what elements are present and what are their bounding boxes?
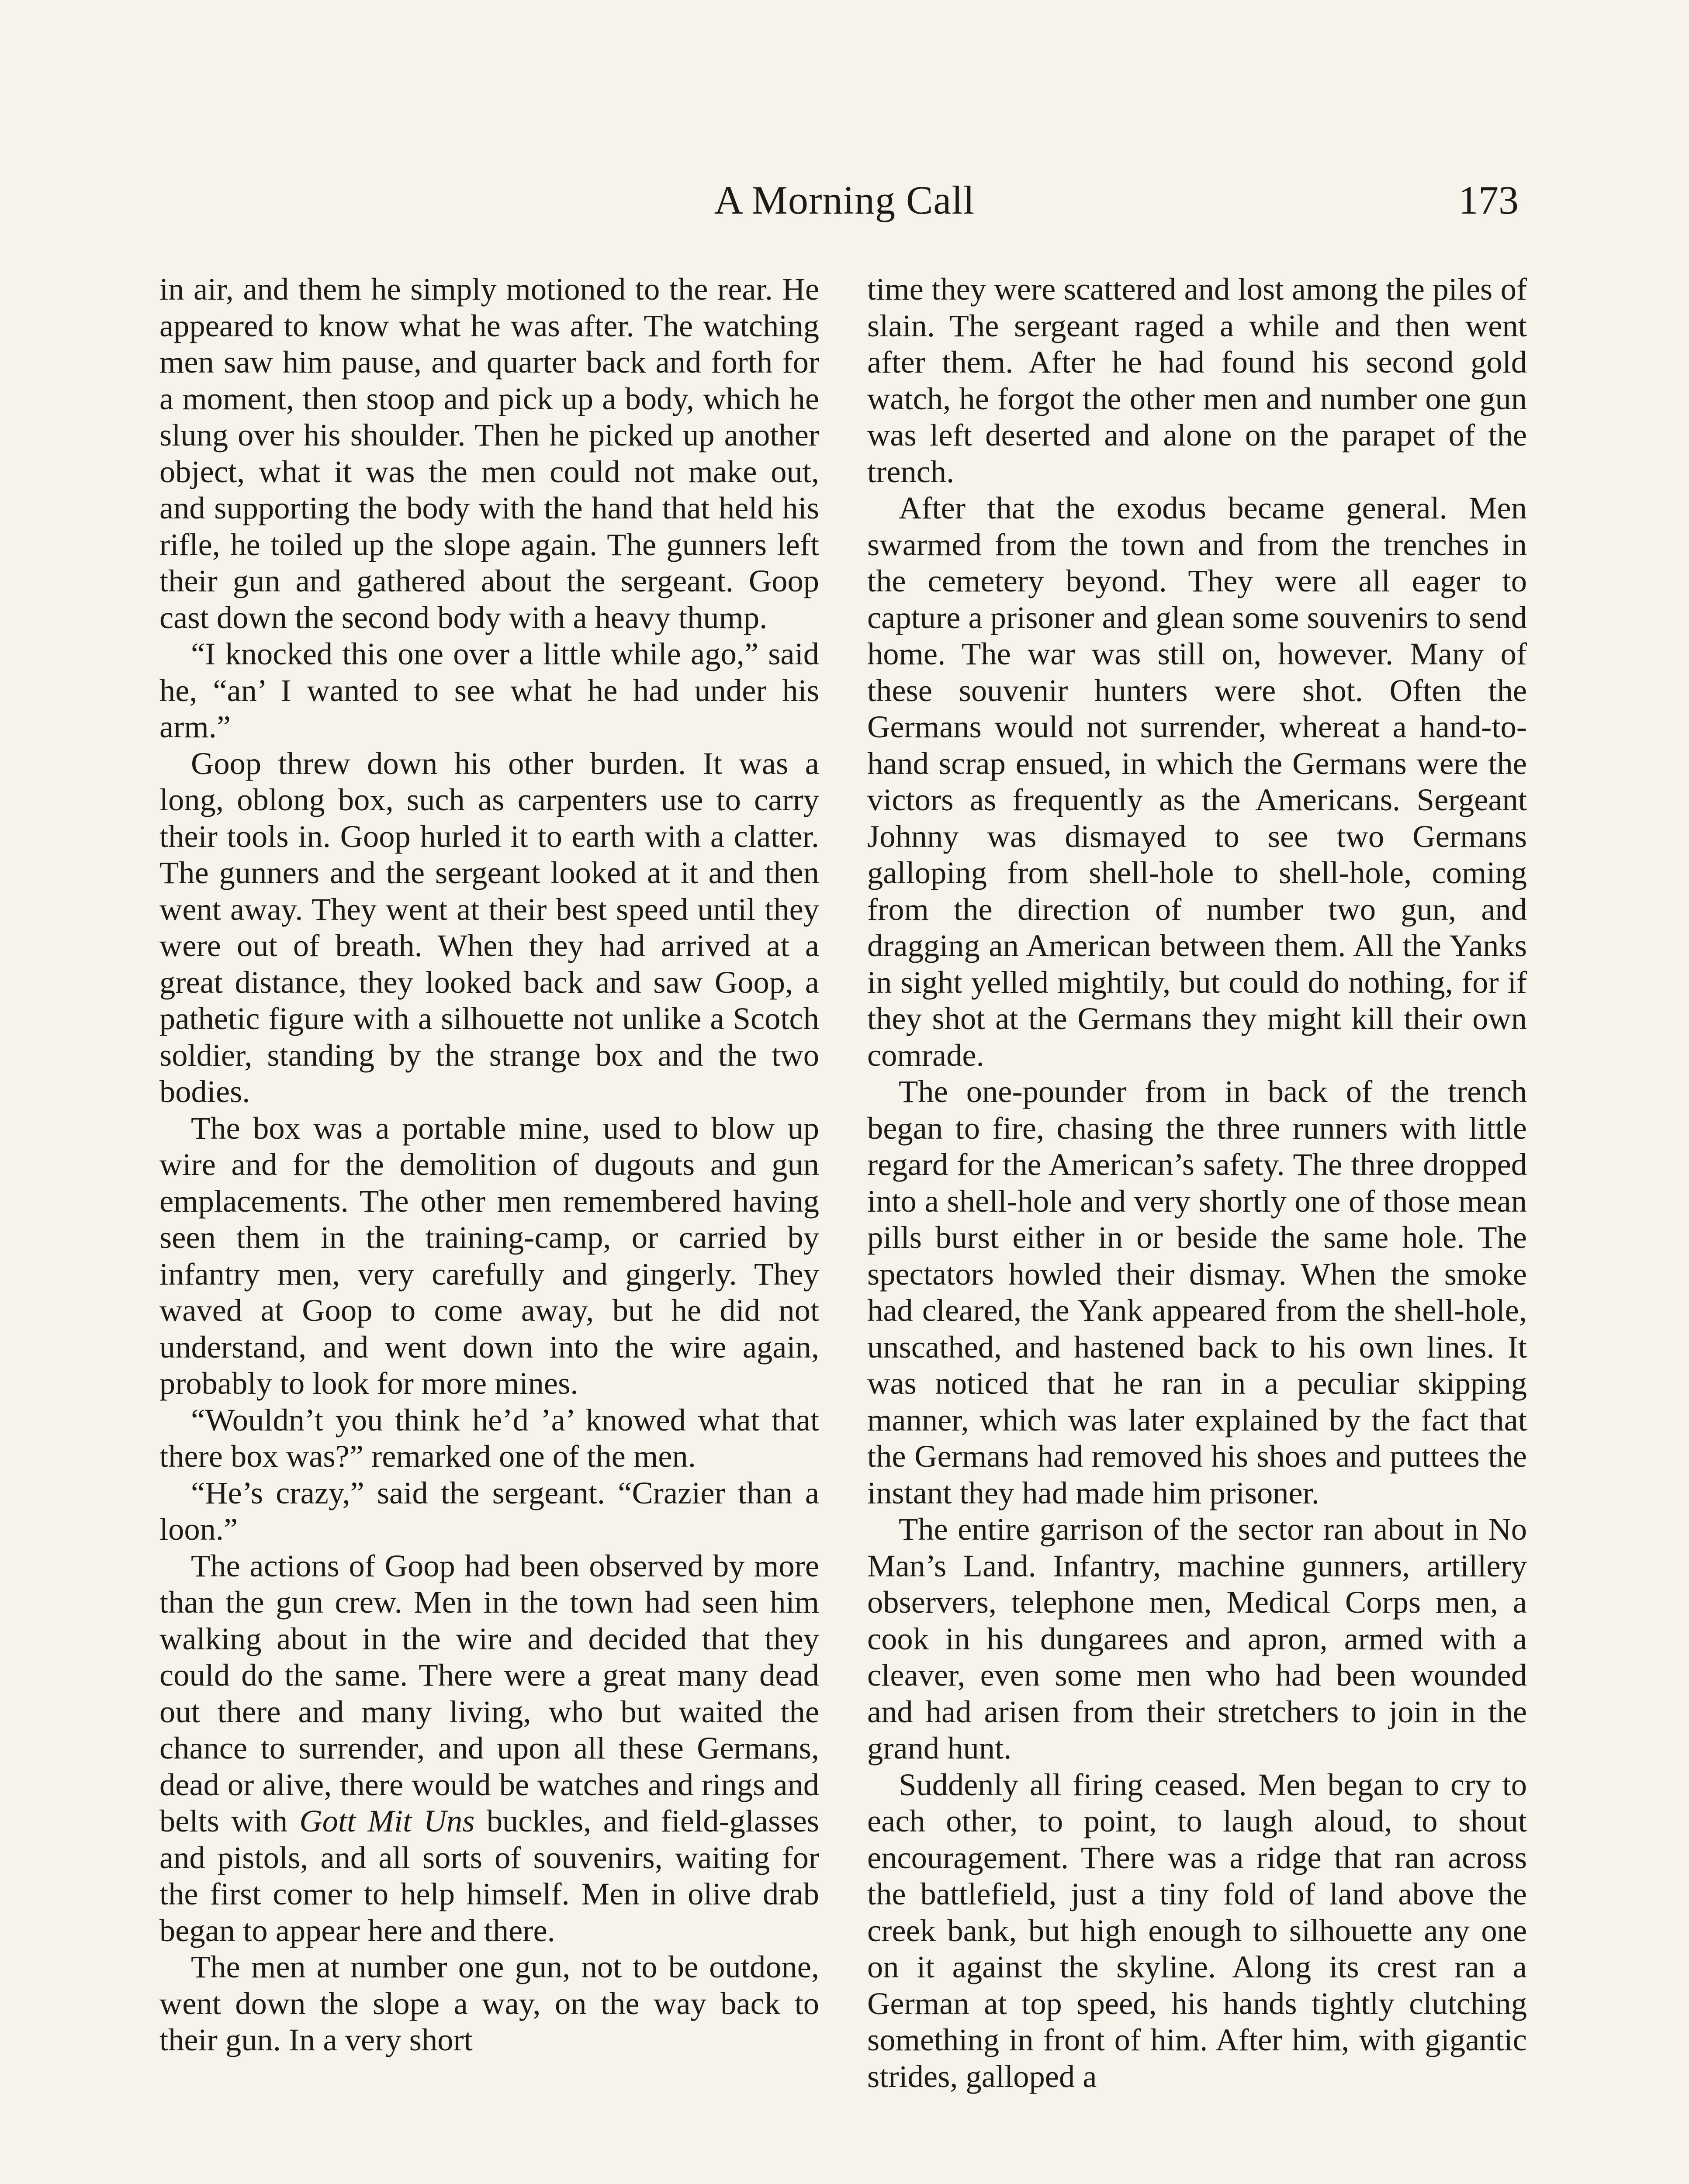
paragraph: in air, and them he simply motioned to the rear. He appeared to know what he was after. The watching men saw him pause, and quarter back and forth for a moment, then stoop and pick up a body, which he slung over his shoulder. Then he picked up another object, what it was the men could not make out, and supporting the body with the hand that held his rifle, he toiled up the slope again. The gunners left their gun and gathered about the sergeant. Goop cast down the second body with a heavy thump. bbox=[159, 271, 819, 635]
paragraph-text: The actions of Goop had been observed by more than the gun crew. Men in the town had seen him walking about in the wire and decided that they could do the same. There were a great many dead out there and many living, who but waited the chance to surrender, and upon all these Germans, dead or alive, there would be watches and rings and belts with bbox=[159, 1548, 819, 1838]
paragraph: Goop threw down his other burden. It was a long, oblong box, such as carpenters use to carry their tools in. Goop hurled it to earth with a clatter. The gunners and the sergeant looked at it and then went away. They went at their best speed until they were out of breath. When they had arrived at a great distance, they looked back and saw Goop, a pathetic figure with a silhouette not unlike a Scotch soldier, standing by the strange box and the two bodies. bbox=[159, 745, 819, 1109]
right-column bbox=[867, 271, 1527, 2094]
paragraph: time they were scattered and lost among the piles of slain. The sergeant raged a while and then went after them. After he had found his second gold watch, he forgot the other men and number one gun was left deserted and alone on the parapet of the trench. bbox=[867, 271, 1527, 489]
paragraph: “Wouldn’t you think he’d ’a’ knowed what that there box was?” remarked one of the men. bbox=[159, 1402, 819, 1474]
paragraph: The box was a portable mine, used to blow up wire and for the demolition of dugouts and gun emplacements. The other men remembered having seen them in the training-camp, or carried by infantry men, very carefully and gingerly. They waved at Goop to come away, but he did not understand, and went down into the wire again, probably to look for more mines. bbox=[159, 1110, 819, 1401]
paragraph: The one-pounder from in back of the trench began to fire, chasing the three runners with little regard for the American’s safety. The three dropped into a shell-hole and very shortly one of those mean pills burst either in or beside the same hole. The spectators howled their dismay. When the smoke had cleared, the Yank appeared from the shell-hole, unscathed, and hastened back to his own lines. It was noticed that he ran in a peculiar skipping manner, which was later explained by the fact that the Germans had removed his shoes and puttees the instant they had made him prisoner. bbox=[867, 1074, 1527, 1510]
paragraph: “I knocked this one over a little while ago,” said he, “an’ I wanted to see what he had under his arm.” bbox=[159, 636, 819, 744]
paragraph: “He’s crazy,” said the sergeant. “Crazier than a loon.” bbox=[159, 1475, 819, 1547]
italic-phrase: Gott Mit Uns bbox=[299, 1803, 475, 1838]
paragraph bbox=[159, 1548, 819, 1949]
page-number: 173 bbox=[1458, 178, 1519, 222]
running-head bbox=[0, 177, 1689, 234]
paragraph: After that the exodus became general. Men swarmed from the town and from the trenches in the cemetery beyond. They were all eager to capture a prisoner and glean some souvenirs to send home. The war was still on, however. Many of these souvenir hunters were shot. Often the Germans would not surrender, whereat a hand-to-hand scrap ensued, in which the Germans were the victors as frequently as the Americans. Sergeant Johnny was dismayed to see two Germans galloping from shell-hole to shell-hole, coming from the direction of number two gun, and dragging an American between them. All the Yanks in sight yelled mightily, but could do nothing, for if they shot at the Germans they might kill their own comrade. bbox=[867, 490, 1527, 1073]
paragraph: The entire garrison of the sector ran about in No Man’s Land. Infantry, machine gunners, artillery observers, telephone men, Medical Corps men, a cook in his dungarees and apron, armed with a cleaver, even some men who had been wounded and had arisen from their stretchers to join in the grand hunt. bbox=[867, 1511, 1527, 1766]
running-title: A Morning Call bbox=[714, 178, 975, 222]
paragraph-text: buckles, and field-glasses and pistols, and all sorts of souvenirs, waiting for the first comer to help himself. Men in olive drab began to appear here and there. bbox=[159, 1803, 819, 1948]
paragraph: The men at number one gun, not to be outdone, went down the slope a way, on the way back to their gun. In a very short bbox=[159, 1949, 819, 2057]
paragraph: Suddenly all firing ceased. Men began to cry to each other, to point, to laugh aloud, to shout encouragement. There was a ridge that ran across the battlefield, just a tiny fold of land above the creek bank, but high enough to silhouette any one on it against the skyline. Along its crest ran a German at top speed, his hands tightly clutching something in front of him. After him, with gigantic strides, galloped a bbox=[867, 1766, 1527, 2094]
left-column bbox=[159, 271, 819, 2058]
